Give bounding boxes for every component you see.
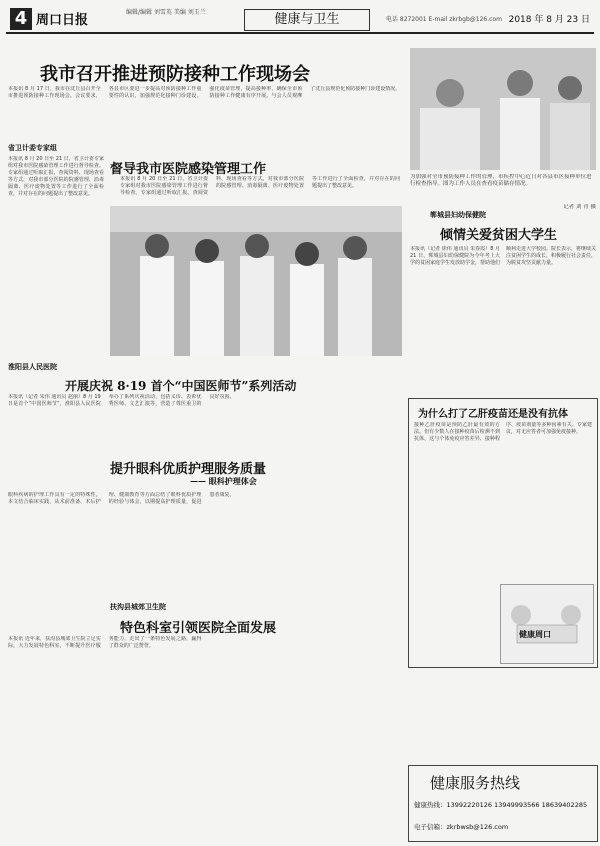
- sidebar-title: 为什么打了乙肝疫苗还是没有抗体: [418, 409, 568, 420]
- cartoon-label: 健康周口: [519, 630, 551, 639]
- headline-vaccination-meeting: 我市召开推进预防接种工作现场会: [40, 64, 310, 85]
- kicker-huaiyang-hospital: 淮阳县人民医院: [8, 363, 57, 371]
- cartoon-illustration: [500, 584, 594, 664]
- kicker-provincial-experts: 省卫计委专家组: [8, 144, 57, 152]
- photo-inspection-caption: 为加强对全市预防接种工作的管理，市疾控中心近日对各县市区接种单位进行检查指导。图为工作人员在查看疫苗储存情况。: [410, 174, 592, 187]
- masthead: [6, 6, 594, 34]
- article-poor-students-body: 本报讯（记者 徐伟 通讯员 朱春霞）8 月 21 日，郸城县妇幼保健院为今年考上大学的贫困家庭学生发放助学金，帮助他们顺利走进大学校园。院长表示，将继续关注贫困学生的成长，积极履行社会责任，为脱贫攻坚贡献力量。: [410, 246, 596, 266]
- kicker-fugou-clinic: 扶沟县城郊卫生院: [110, 603, 166, 611]
- sidebar-body: 接种乙肝疫苗是预防乙肝最有效的方法。但有少数人在接种疫苗后检测不到抗体，这与个体免疫应答差异、接种程序、疫苗剂量等多种因素有关。专家建议，对无应答者可加强免疫接种。: [414, 422, 592, 442]
- headline-featured-departments: 特色科室引领医院全面发展: [120, 621, 277, 636]
- article-featured-departments-body: 本报讯 近年来，扶沟县城郊卫生院立足实际，大力发展特色科室，不断提升医疗服务能力，走出了一条特色发展之路，赢得了群众的广泛赞誉。: [8, 636, 202, 649]
- hotline-numbers: 健康热线：13992220126 13949993566 18639402285: [414, 801, 588, 809]
- headline-eye-care: 提升眼科优质护理服务质量: [110, 462, 267, 477]
- photo-credit: 记者 刘 青 摄: [563, 204, 596, 210]
- photo-hospital-inspection: [110, 206, 402, 356]
- issue-date: 2018 年 8 月 23 日: [508, 15, 590, 25]
- kicker-dancheng-hospital: 郸城县妇幼保健院: [430, 211, 486, 219]
- contact-line: 电话 8272001 E-mail zkrbgb@126.com: [386, 16, 502, 23]
- photo-inspection: [410, 48, 596, 170]
- article-doctors-day-body: 本报讯（记者 朱伟 通讯员 赵丽）8 月 19 日是首个“中国医师节”，淮阳县人民医院举办了系列庆祝活动，包括义诊、表彰优秀医师、文艺汇演等，营造了尊医重卫的良好氛围。: [8, 394, 235, 407]
- page-number: 4: [10, 8, 32, 30]
- hotline-email: 电子信箱：zkrbwsb@126.com: [414, 823, 509, 831]
- article-infection-body-top: 本报讯 8 月 20 日至 21 日，省卫计委专家组对我市医院感染管理工作进行督导检查。专家组通过听取汇报、查阅资料、现场查看等方式，对我市部分医院的院感管理、消毒隔离、医疗废物处置等工作进行了全面检查，并对存在的问题提出了整改意见。: [120, 176, 400, 196]
- photo-inspection-illustration: [410, 48, 596, 170]
- photo-hospital-illustration: [110, 206, 402, 356]
- cartoon-drawing: [501, 585, 593, 663]
- headline-infection-control: 督导我市医院感染管理工作: [110, 162, 267, 177]
- headline-poor-students: 倾情关爱贫困大学生: [440, 228, 558, 243]
- editor-line: 编辑/编辑 刘雪英 美编 刘玉兰: [126, 9, 206, 16]
- article-vaccination-body: 本报讯 8 月 17 日，我市在沈丘县召开全市推进预防接种工作现场会。会议要求，各县市区要进一步提高对预防接种工作重要性的认识，加强规范化接种门诊建设，强化疫苗管理，提高接种率，确保全市预防接种工作健康有序开展。与会人员观摩了沈丘县规范化预防接种门诊建设情况。: [8, 86, 401, 99]
- section-title: 健康与卫生: [244, 9, 370, 31]
- paper-name: 周口日报: [36, 13, 89, 28]
- hotline-title: 健康服务热线: [430, 774, 521, 792]
- headline-doctors-day: 开展庆祝 8·19 首个“中国医师节”系列活动: [65, 379, 297, 393]
- article-infection-body-col1: 本报讯 8 月 20 日至 21 日，省卫计委专家组对我市医院感染管理工作进行督导检查。专家组通过听取汇报、查阅资料、现场查看等方式，对我市部分医院的院感管理、消毒隔离、医疗废物处置等工作进行了全面检查，并对存在的问题提出了整改意见。: [8, 156, 104, 197]
- article-eye-care-body: 眼科疾病的护理工作具有一定的特殊性。本文结合临床实践，从术前准备、术后护理、健康教育等方面总结了眼科优质护理的经验与体会，以期提高护理质量，促进患者康复。: [8, 492, 235, 505]
- subtitle-eye-care: —— 眼科护理体会: [190, 476, 257, 486]
